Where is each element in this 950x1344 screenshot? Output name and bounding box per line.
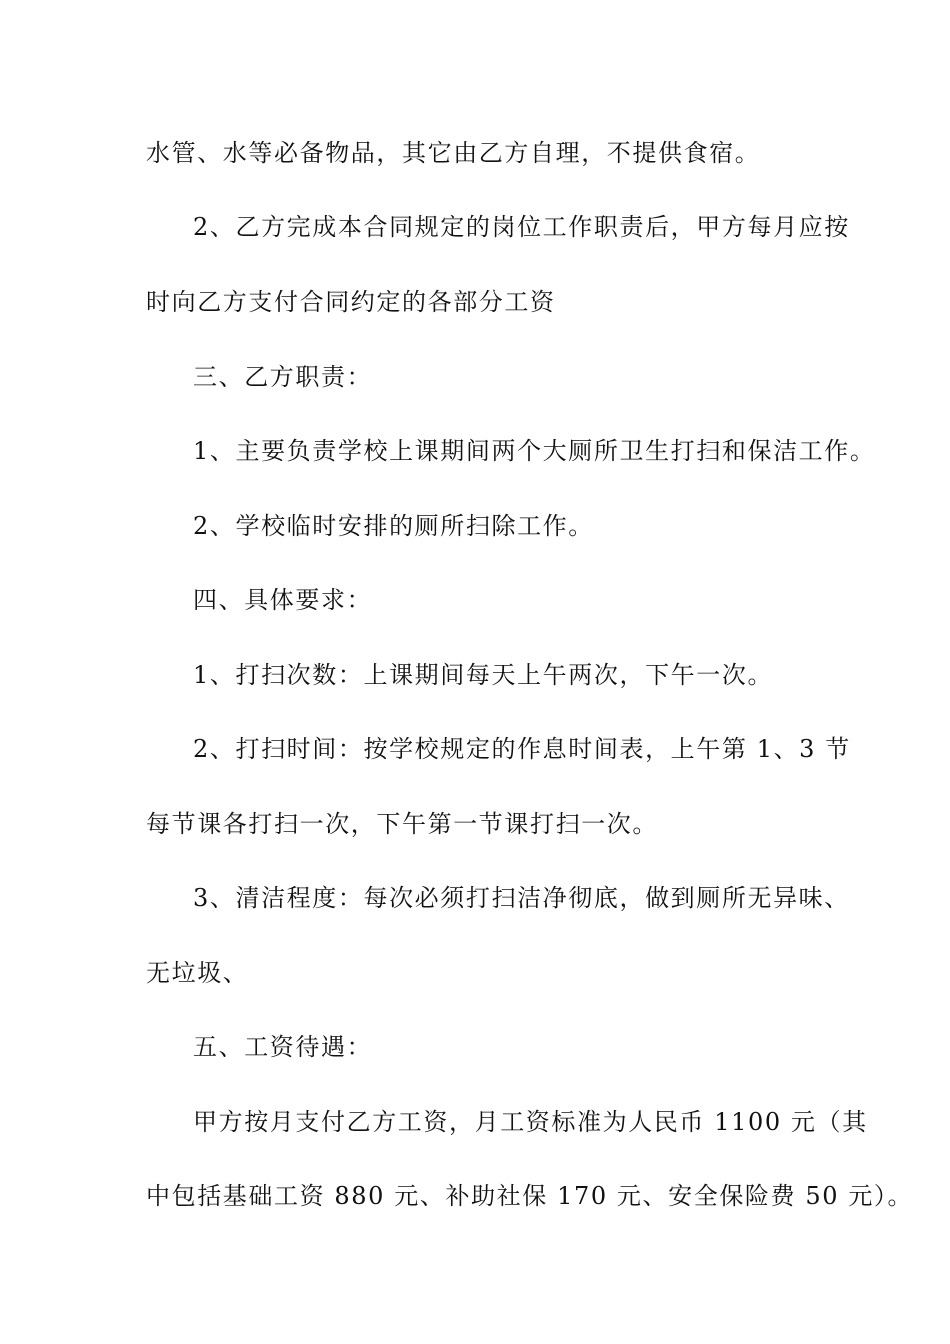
section-heading: 四、具体要求： [193,586,373,614]
text-line: 中包括基础工资 880 元、补助社保 170 元、安全保险费 50 元）。 [146,1182,914,1210]
text-line: 1、主要负责学校上课期间两个大厕所卫生打扫和保洁工作。 [193,437,876,465]
section-heading: 三、乙方职责： [193,363,373,391]
text-line: 水管、水等必备物品，其它由乙方自理，不提供食宿。 [146,139,761,167]
text-line: 1、打扫次数：上课期间每天上午两次，下午一次。 [193,661,774,689]
text-line: 无垃圾、 [146,959,249,987]
section-heading: 五、工资待遇： [193,1033,373,1061]
text-line: 2、乙方完成本合同规定的岗位工作职责后，甲方每月应按 [193,213,850,241]
text-line: 时向乙方支付合同约定的各部分工资 [146,288,556,316]
text-line: 3、清洁程度：每次必须打扫洁净彻底，做到厕所无异味、 [193,884,850,912]
text-line: 2、打扫时间：按学校规定的作息时间表，上午第 1、3 节 [193,735,851,763]
text-line: 甲方按月支付乙方工资，月工资标准为人民币 1100 元（其 [193,1108,868,1136]
text-line: 每节课各打扫一次，下午第一节课打扫一次。 [146,810,658,838]
text-line: 2、学校临时安排的厕所扫除工作。 [193,512,594,540]
